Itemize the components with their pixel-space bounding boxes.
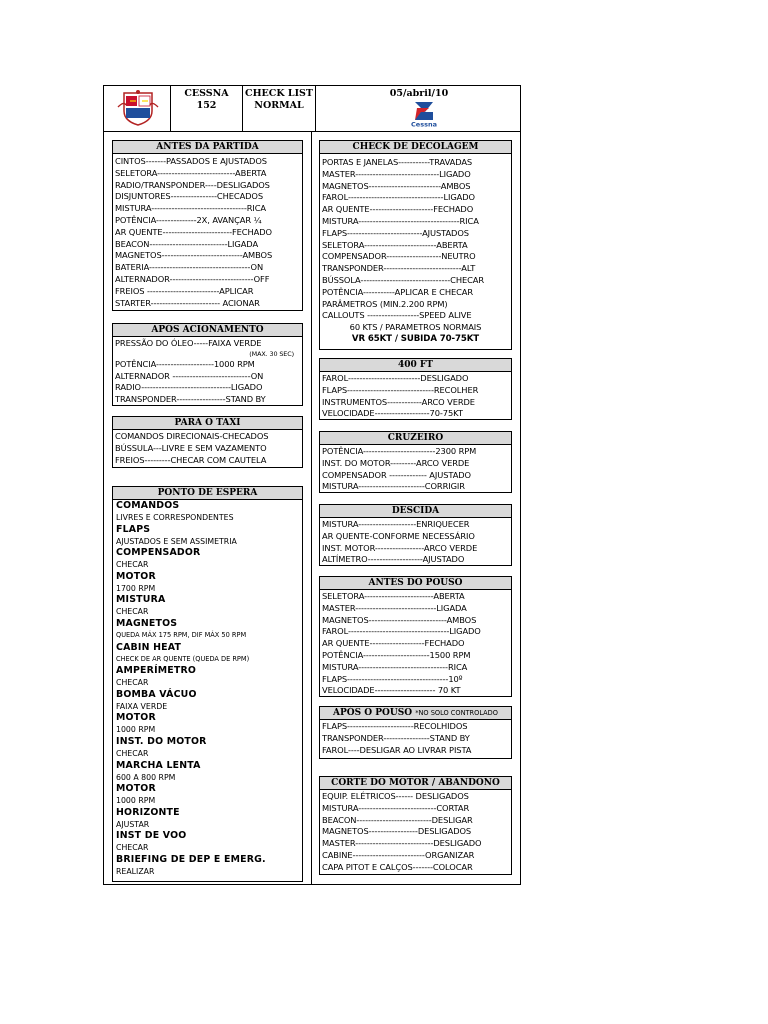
checklist-type-cell	[243, 86, 316, 131]
check-item: STARTER------------------------ ACIONAR	[115, 297, 260, 308]
corte-do-motor-section	[319, 776, 512, 875]
check-detail: CHECAR	[116, 843, 149, 853]
item-list	[113, 154, 302, 309]
item-list	[113, 500, 302, 878]
check-heading: MOTOR	[116, 783, 156, 795]
check-detail: AJUSTAR	[116, 819, 150, 829]
check-item: SELETORA------------------------ABERTA	[322, 591, 465, 601]
item-list	[320, 372, 511, 420]
checklist-label: CHECK LIST	[245, 88, 313, 99]
check-item: CINTOS-------PASSADOS E AJUSTADOS	[115, 156, 267, 166]
item-list	[320, 790, 511, 874]
check-heading: CABIN HEAT	[116, 641, 182, 653]
check-item: MASTER---------------------------DESLIGADO	[322, 838, 482, 849]
check-heading: COMANDOS	[116, 500, 180, 511]
check-item: RADIO-------------------------------LIGADO	[115, 382, 263, 393]
check-heading: BOMBA VÁCUO	[116, 688, 197, 700]
column-divider	[311, 131, 312, 884]
check-item: POTÊNCIA--------------2X, AVANÇAR ¼	[115, 214, 262, 225]
check-item: ALTERNADOR ---------------------------ON	[115, 370, 264, 381]
rotation-speed-note: VR 65KT / SUBIDA 70-75KT	[351, 333, 480, 344]
check-item: MASTER----------------------------LIGADA	[322, 602, 467, 613]
check-item: BATERIA-----------------------------------ON	[115, 262, 264, 273]
check-item: AR QUENTE-CONFORME NECESSÁRIO	[322, 530, 475, 541]
check-item: FREIOS---------CHECAR COM CAUTELA	[115, 454, 267, 465]
section-title	[320, 707, 511, 720]
check-heading: BRIEFING DE DEP E EMERG.	[116, 853, 266, 865]
check-heading: MAGNETOS	[116, 617, 178, 629]
check-item: FAROL----DESLIGAR AO LIVRAR PISTA	[322, 744, 472, 755]
check-item: VELOCIDADE-------------------70-75KT	[322, 408, 463, 419]
check-heading: INST DE VOO	[116, 830, 187, 842]
check-item: MISTURA---------------------------------RICA	[115, 203, 267, 214]
check-item: MASTER-----------------------------LIGADO	[322, 168, 471, 179]
antes-da-partida-section	[112, 140, 303, 311]
check-item: AR QUENTE----------------------FECHADO	[322, 204, 474, 215]
header-row	[104, 86, 520, 132]
check-item: POTÊNCIA-----------APLICAR E CHECAR	[322, 286, 474, 297]
check-item: AR QUENTE-------------------FECHADO	[322, 638, 465, 649]
check-item: COMANDOS DIRECIONAIS-CHECADOS	[115, 431, 269, 441]
check-item: PRESSÃO DO ÓLEO-----FAIXA VERDE	[115, 338, 262, 348]
check-detail: REALIZAR	[116, 866, 155, 876]
ponto-de-espera-section	[112, 486, 303, 882]
check-item: DISJUNTORES----------------CHECADOS	[115, 191, 264, 202]
check-item: MAGNETOS---------------------------AMBOS	[322, 614, 477, 625]
section-title: APÓS ACIONAMENTO	[113, 324, 302, 337]
check-item: 60 KTS / PARAMETROS NORMAIS	[349, 322, 482, 333]
item-list	[320, 154, 511, 346]
check-heading: MARCHA LENTA	[116, 759, 201, 771]
check-item: CABINE-------------------------ORGANIZAR	[322, 849, 475, 860]
item-list	[113, 430, 302, 466]
check-item: TRANSPONDER-----------------STAND BY	[115, 394, 266, 405]
check-item: BÚSSOLA-------------------------------CHECAR	[322, 274, 485, 285]
check-item: SELETORA-------------------------ABERTA	[322, 239, 468, 250]
check-detail: 1000 RPM	[116, 725, 156, 735]
check-item: BEACON---------------------------LIGADA	[115, 238, 259, 249]
check-item: FLAPS------------------------------RECOLHER	[322, 384, 479, 395]
check-item: POTÊNCIA-------------------------2300 RPM	[322, 446, 477, 456]
check-item: MAGNETOS-------------------------AMBOS	[322, 180, 471, 191]
check-detail: CHECK DE AR QUENTE (QUEDA DE RPM)	[116, 654, 250, 663]
para-o-taxi-section	[112, 416, 303, 468]
check-detail: 600 A 800 RPM	[116, 772, 176, 782]
section-title: CRUZEIRO	[320, 432, 511, 445]
check-detail: LIVRES E CORRESPONDENTES	[116, 513, 234, 522]
section-title: CORTE DO MOTOR / ABANDONO	[320, 777, 511, 790]
check-note: (MAX. 30 SEC)	[249, 349, 294, 358]
check-detail: CHECAR	[116, 560, 149, 570]
apos-acionamento-section	[112, 323, 303, 406]
check-heading: MOTOR	[116, 570, 156, 582]
check-item: EQUIP. ELÉTRICOS------ DESLIGADOS	[322, 791, 469, 801]
section-title: DESCIDA	[320, 505, 511, 518]
apos-o-pouso-section	[319, 706, 512, 759]
section-title: ANTES DA PARTIDA	[113, 141, 302, 154]
crest-cell	[104, 86, 171, 131]
check-item: INSTRUMENTOS------------ARCO VERDE	[322, 396, 475, 407]
check-item: BÚSSULA---LIVRE E SEM VAZAMENTO	[115, 442, 267, 453]
check-item: FLAPS-----------------------------------10º	[322, 673, 463, 684]
check-item: ALTÍMETRO-------------------AJUSTADO	[322, 554, 465, 565]
check-item: MISTURA-----------------------------------RICA	[322, 215, 479, 226]
cruzeiro-section	[319, 431, 512, 493]
aircraft-model-cell	[171, 86, 243, 131]
check-detail: CHECAR	[116, 748, 149, 758]
item-list	[320, 518, 511, 566]
checklist-sheet	[103, 85, 521, 885]
antes-do-pouso-section	[319, 576, 512, 697]
section-title: 400 FT	[320, 359, 511, 372]
check-heading: MOTOR	[116, 712, 156, 724]
check-item: MAGNETOS-----------------DESLIGADOS	[322, 826, 472, 837]
check-item: AR QUENTE------------------------FECHADO	[115, 226, 272, 237]
check-heading: INST. DO MOTOR	[116, 735, 207, 747]
section-title: CHECK DE DECOLAGEM	[320, 141, 511, 154]
section-title: ANTES DO POUSO	[320, 577, 511, 590]
check-item: MISTURA-------------------------------RICA	[322, 661, 468, 672]
check-item: COMPENSADOR ------------- AJUSTADO	[322, 469, 471, 480]
check-item: MAGNETOS----------------------------AMBOS	[115, 250, 273, 261]
section-title: PARA O TAXI	[113, 417, 302, 430]
check-item: PORTAS E JANELAS-----------TRAVADAS	[322, 157, 473, 167]
check-item: POTÊNCIA--------------------1000 RPM	[115, 358, 255, 369]
check-item: VELOCIDADE--------------------- 70 KT	[322, 685, 461, 696]
check-item: TRANSPONDER----------------STAND BY	[322, 732, 470, 743]
check-item: INST. MOTOR-----------------ARCO VERDE	[322, 542, 478, 553]
check-item: FAROL---------------------------------LIGADO	[322, 192, 475, 203]
item-list	[320, 720, 511, 756]
check-detail: CHECAR	[116, 678, 149, 688]
check-item: TRANSPONDER---------------------------ALT	[322, 263, 476, 274]
check-detail: QUEDA MÁX 175 RPM, DIF MÁX 50 RPM	[116, 630, 247, 639]
check-detail: 1700 RPM	[116, 583, 156, 593]
revision-date: 05/abril/10	[389, 88, 449, 99]
section-title-text: APÓS O POUSO	[333, 708, 413, 718]
check-detail: AJUSTADOS E SEM ASSIMETRIA	[116, 536, 237, 546]
check-item: INST. DO MOTOR---------ARCO VERDE	[322, 457, 470, 468]
check-item: COMPENSADOR-------------------NEUTRO	[322, 251, 476, 262]
check-item: MISTURA---------------------------CORTAR	[322, 802, 470, 813]
check-de-decolagem-section	[319, 140, 512, 350]
check-item: CALLOUTS ------------------SPEED ALIVE	[322, 310, 472, 321]
item-list	[320, 590, 511, 697]
descida-section	[319, 504, 512, 566]
item-list	[113, 337, 302, 406]
check-item: MISTURA--------------------ENRIQUECER	[322, 519, 470, 529]
check-item: FAROL-------------------------DESLIGADO	[322, 373, 469, 383]
check-item: PARÂMETROS (MIN.2.200 RPM)	[322, 298, 448, 309]
check-item: FAROL-----------------------------------LIGADO	[322, 626, 481, 637]
check-item: POTÊNCIA-----------------------1500 RPM	[322, 649, 471, 660]
check-item: BEACON--------------------------DESLIGAR	[322, 814, 473, 825]
model-name: CESSNA	[184, 88, 229, 99]
check-item: FLAPS--------------------------AJUSTADOS	[322, 227, 469, 238]
check-heading: HORIZONTE	[116, 806, 180, 818]
item-list	[320, 445, 511, 493]
check-detail: 1000 RPM	[116, 796, 156, 806]
check-detail: FAIXA VERDE	[116, 701, 168, 711]
check-heading: MISTURA	[116, 594, 166, 606]
check-item: SELETORA---------------------------ABERTA	[115, 167, 267, 178]
400-ft-section	[319, 358, 512, 420]
check-item: FLAPS-----------------------RECOLHIDOS	[322, 721, 468, 731]
checklist-type: NORMAL	[254, 100, 304, 111]
check-item: ALTERNADOR-----------------------------OFF	[115, 273, 270, 284]
section-title-note: *NO SOLO CONTROLADO	[415, 709, 498, 717]
check-heading: FLAPS	[116, 523, 151, 535]
check-detail: CHECAR	[116, 607, 149, 617]
model-number: 152	[196, 100, 217, 111]
cessna-wordmark: Cessna	[411, 120, 437, 128]
school-crest-logo	[116, 89, 160, 129]
cessna-logo	[411, 100, 437, 128]
check-item: FREIOS -------------------------APLICAR	[115, 285, 254, 296]
check-item: CAPA PITOT E CALÇOS-------COLOCAR	[322, 861, 473, 872]
section-title: PONTO DE ESPERA	[113, 487, 302, 500]
date-cell	[316, 86, 522, 131]
check-heading: COMPENSADOR	[116, 547, 201, 559]
check-item: RADIO/TRANSPONDER----DESLIGADOS	[115, 179, 270, 190]
check-item: MISTURA-----------------------CORRIGIR	[322, 481, 465, 492]
check-heading: AMPERÍMETRO	[116, 665, 197, 677]
